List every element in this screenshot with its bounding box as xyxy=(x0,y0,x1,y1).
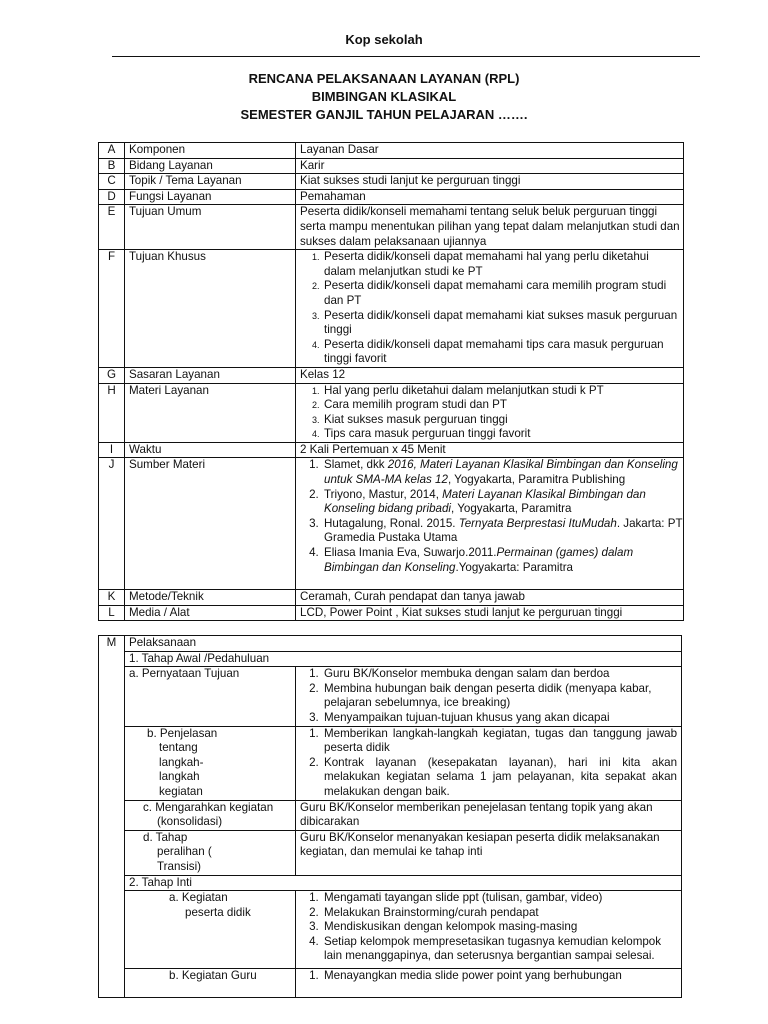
step-list xyxy=(300,891,681,964)
row-label: Metode/Teknik xyxy=(125,590,296,606)
materi-layanan-list xyxy=(300,384,683,442)
table-row xyxy=(99,174,684,190)
step-label: a. Kegiatan peserta didik xyxy=(125,891,296,969)
step-label: b. Penjelasan tentang langkah-langkah kegiatan xyxy=(125,726,296,800)
row-label: Fungsi Layanan xyxy=(125,189,296,205)
list-item: 4. Peserta didik/konseli dapat memahami tips cara masuk perguruan tinggi favorit xyxy=(322,338,683,367)
row-label: Komponen xyxy=(125,143,296,159)
list-item: 2. Peserta didik/konseli dapat memahami cara memilih program studi dan PT xyxy=(322,279,683,308)
row-code: B xyxy=(99,158,125,174)
document-semester: SEMESTER GANJIL TAHUN PELAJARAN ……. xyxy=(240,107,528,122)
table-row xyxy=(99,143,684,159)
table-row xyxy=(99,442,684,458)
step-list xyxy=(300,727,677,800)
row-value: Ceramah, Curah pendapat dan tanya jawab xyxy=(296,590,684,606)
row-label: Materi Layanan xyxy=(125,383,296,442)
list-item: 3. Peserta didik/konseli dapat memahami kiat sukses masuk perguruan tinggi xyxy=(322,309,683,338)
row-label: Bidang Layanan xyxy=(125,158,296,174)
step-label: a. Pernyataan Tujuan xyxy=(125,667,296,726)
table-row xyxy=(99,651,682,667)
row-value: Peserta didik/konseli memahami tentang seluk beluk perguruan tinggi serta mampu menentukan pilihan yang tepat dalam melanjutkan studi dan sukses dalam pelaksanaan ujiannya xyxy=(296,205,684,250)
step-content xyxy=(296,726,682,800)
list-item: 1. Menayangkan media slide power point yang berhubungan xyxy=(322,969,681,984)
tujuan-khusus-list xyxy=(300,250,683,367)
rpl-table-components xyxy=(98,142,684,621)
row-value: 2 Kali Pertemuan x 45 Menit xyxy=(296,442,684,458)
document-title-block xyxy=(0,70,768,124)
table-row xyxy=(99,250,684,368)
row-label: Sumber Materi xyxy=(125,458,296,590)
stage-title: 2. Tahap Inti xyxy=(125,875,682,891)
row-label: Topik / Tema Layanan xyxy=(125,174,296,190)
list-item: 1. Slamet, dkk 2016, Materi Layanan Klasikal Bimbingan dan Konseling untuk SMA-MA kelas 12, Yogyakarta, Paramitra Publishing xyxy=(322,458,683,487)
row-label: Sasaran Layanan xyxy=(125,367,296,383)
list-item: 2. Cara memilih program studi dan PT xyxy=(322,398,683,413)
table-row xyxy=(99,205,684,250)
step-label: c. Mengarahkan kegiatan (konsolidasi) xyxy=(125,800,296,830)
list-item: 1. Memberikan langkah-langkah kegiatan, tugas dan tanggung jawab peserta didik xyxy=(322,727,677,756)
row-code: I xyxy=(99,442,125,458)
rpl-table-pelaksanaan xyxy=(98,635,682,998)
table-row xyxy=(99,875,682,891)
table-row xyxy=(99,189,684,205)
step-content: Guru BK/Konselor menanyakan kesiapan peserta didik melaksanakan kegiatan, dan memulai ke tahap inti xyxy=(296,830,682,875)
table-row xyxy=(99,969,682,998)
table-row xyxy=(99,605,684,621)
header-divider xyxy=(112,56,700,57)
row-code: H xyxy=(99,383,125,442)
row-code: E xyxy=(99,205,125,250)
table-row xyxy=(99,367,684,383)
list-item: 1. Mengamati tayangan slide ppt (tulisan, gambar, video) xyxy=(322,891,681,906)
list-item: 4. Eliasa Imania Eva, Suwarjo.2011.Permainan (games) dalam Bimbingan dan Konseling.Yogyakarta: Paramitra xyxy=(322,546,683,575)
table-row xyxy=(99,636,682,652)
step-content xyxy=(296,969,682,998)
row-code: L xyxy=(99,605,125,621)
step-content: Guru BK/Konselor memberikan penejelasan tentang topik yang akan dibicarakan xyxy=(296,800,682,830)
table-row xyxy=(99,158,684,174)
row-value xyxy=(296,250,684,368)
sumber-materi-list xyxy=(300,458,683,575)
step-content xyxy=(296,891,682,969)
row-value: Pemahaman xyxy=(296,189,684,205)
row-value: LCD, Power Point , Kiat sukses studi lanjut ke perguruan tinggi xyxy=(296,605,684,621)
row-value xyxy=(296,458,684,590)
row-code: K xyxy=(99,590,125,606)
row-code: F xyxy=(99,250,125,368)
row-label: Tujuan Umum xyxy=(125,205,296,250)
list-item: 1. Guru BK/Konselor membuka dengan salam dan berdoa xyxy=(322,667,681,682)
list-item: 1. Hal yang perlu diketahui dalam melanjutkan studi k PT xyxy=(322,384,683,399)
list-item: 1. Peserta didik/konseli dapat memahami hal yang perlu diketahui dalam melanjutkan studi ke PT xyxy=(322,250,683,279)
table-row xyxy=(99,590,684,606)
step-label: d. Tahap peralihan ( Transisi) xyxy=(125,830,296,875)
row-label: Tujuan Khusus xyxy=(125,250,296,368)
row-code: C xyxy=(99,174,125,190)
row-code: D xyxy=(99,189,125,205)
list-item: 2. Melakukan Brainstorming/curah pendapat xyxy=(322,906,681,921)
table-row xyxy=(99,726,682,800)
step-list xyxy=(300,969,681,984)
table-row xyxy=(99,458,684,590)
list-item: 4. Setiap kelompok mempresetasikan tugasnya kemudian kelompok lain menanggapinya, dan seterusnya bergantian sampai selesai. xyxy=(322,935,681,964)
row-label: Media / Alat xyxy=(125,605,296,621)
document-subtitle: BIMBINGAN KLASIKAL xyxy=(311,89,457,104)
row-value: Layanan Dasar xyxy=(296,143,684,159)
row-code: J xyxy=(99,458,125,590)
row-label: Pelaksanaan xyxy=(125,636,682,652)
row-label: Waktu xyxy=(125,442,296,458)
row-value xyxy=(296,383,684,442)
row-code: A xyxy=(99,143,125,159)
list-item: 2. Kontrak layanan (kesepakatan layanan), hari ini kita akan melakukan kegiatan selama 1 jam pelayanan, kita sepakat akan melakukan dengan baik. xyxy=(322,756,677,800)
document-title: RENCANA PELAKSANAAN LAYANAN (RPL) xyxy=(248,71,520,86)
row-value: Kiat sukses studi lanjut ke perguruan tinggi xyxy=(296,174,684,190)
kop-sekolah: Kop sekolah xyxy=(345,32,423,47)
list-item: 4. Tips cara masuk perguruan tinggi favorit xyxy=(322,427,683,442)
stage-title: 1. Tahap Awal /Pedahuluan xyxy=(125,651,682,667)
row-code: M xyxy=(99,636,125,998)
row-code: G xyxy=(99,367,125,383)
list-item: 3. Mendiskusikan dengan kelompok masing-masing xyxy=(322,920,681,935)
step-label: b. Kegiatan Guru xyxy=(125,969,296,998)
list-item: 3. Menyampaikan tujuan-tujuan khusus yang akan dicapai xyxy=(322,711,681,726)
table-row xyxy=(99,830,682,875)
list-item: 3. Kiat sukses masuk perguruan tinggi xyxy=(322,413,683,428)
table-row xyxy=(99,800,682,830)
row-value: Kelas 12 xyxy=(296,367,684,383)
step-content xyxy=(296,667,682,726)
table-row xyxy=(99,667,682,726)
row-value: Karir xyxy=(296,158,684,174)
table-row xyxy=(99,383,684,442)
list-item: 2. Membina hubungan baik dengan peserta didik (menyapa kabar, pelajaran sebelumnya, ice breaking) xyxy=(322,682,681,711)
table-row xyxy=(99,891,682,969)
list-item: 3. Hutagalung, Ronal. 2015. Ternyata Berprestasi ItuMudah. Jakarta: PT Gramedia Pustaka Utama xyxy=(322,517,683,546)
list-item: 2. Triyono, Mastur, 2014, Materi Layanan Klasikal Bimbingan dan Konseling bidang pribadi, Yogyakarta, Paramitra xyxy=(322,488,683,517)
step-list xyxy=(300,667,681,725)
